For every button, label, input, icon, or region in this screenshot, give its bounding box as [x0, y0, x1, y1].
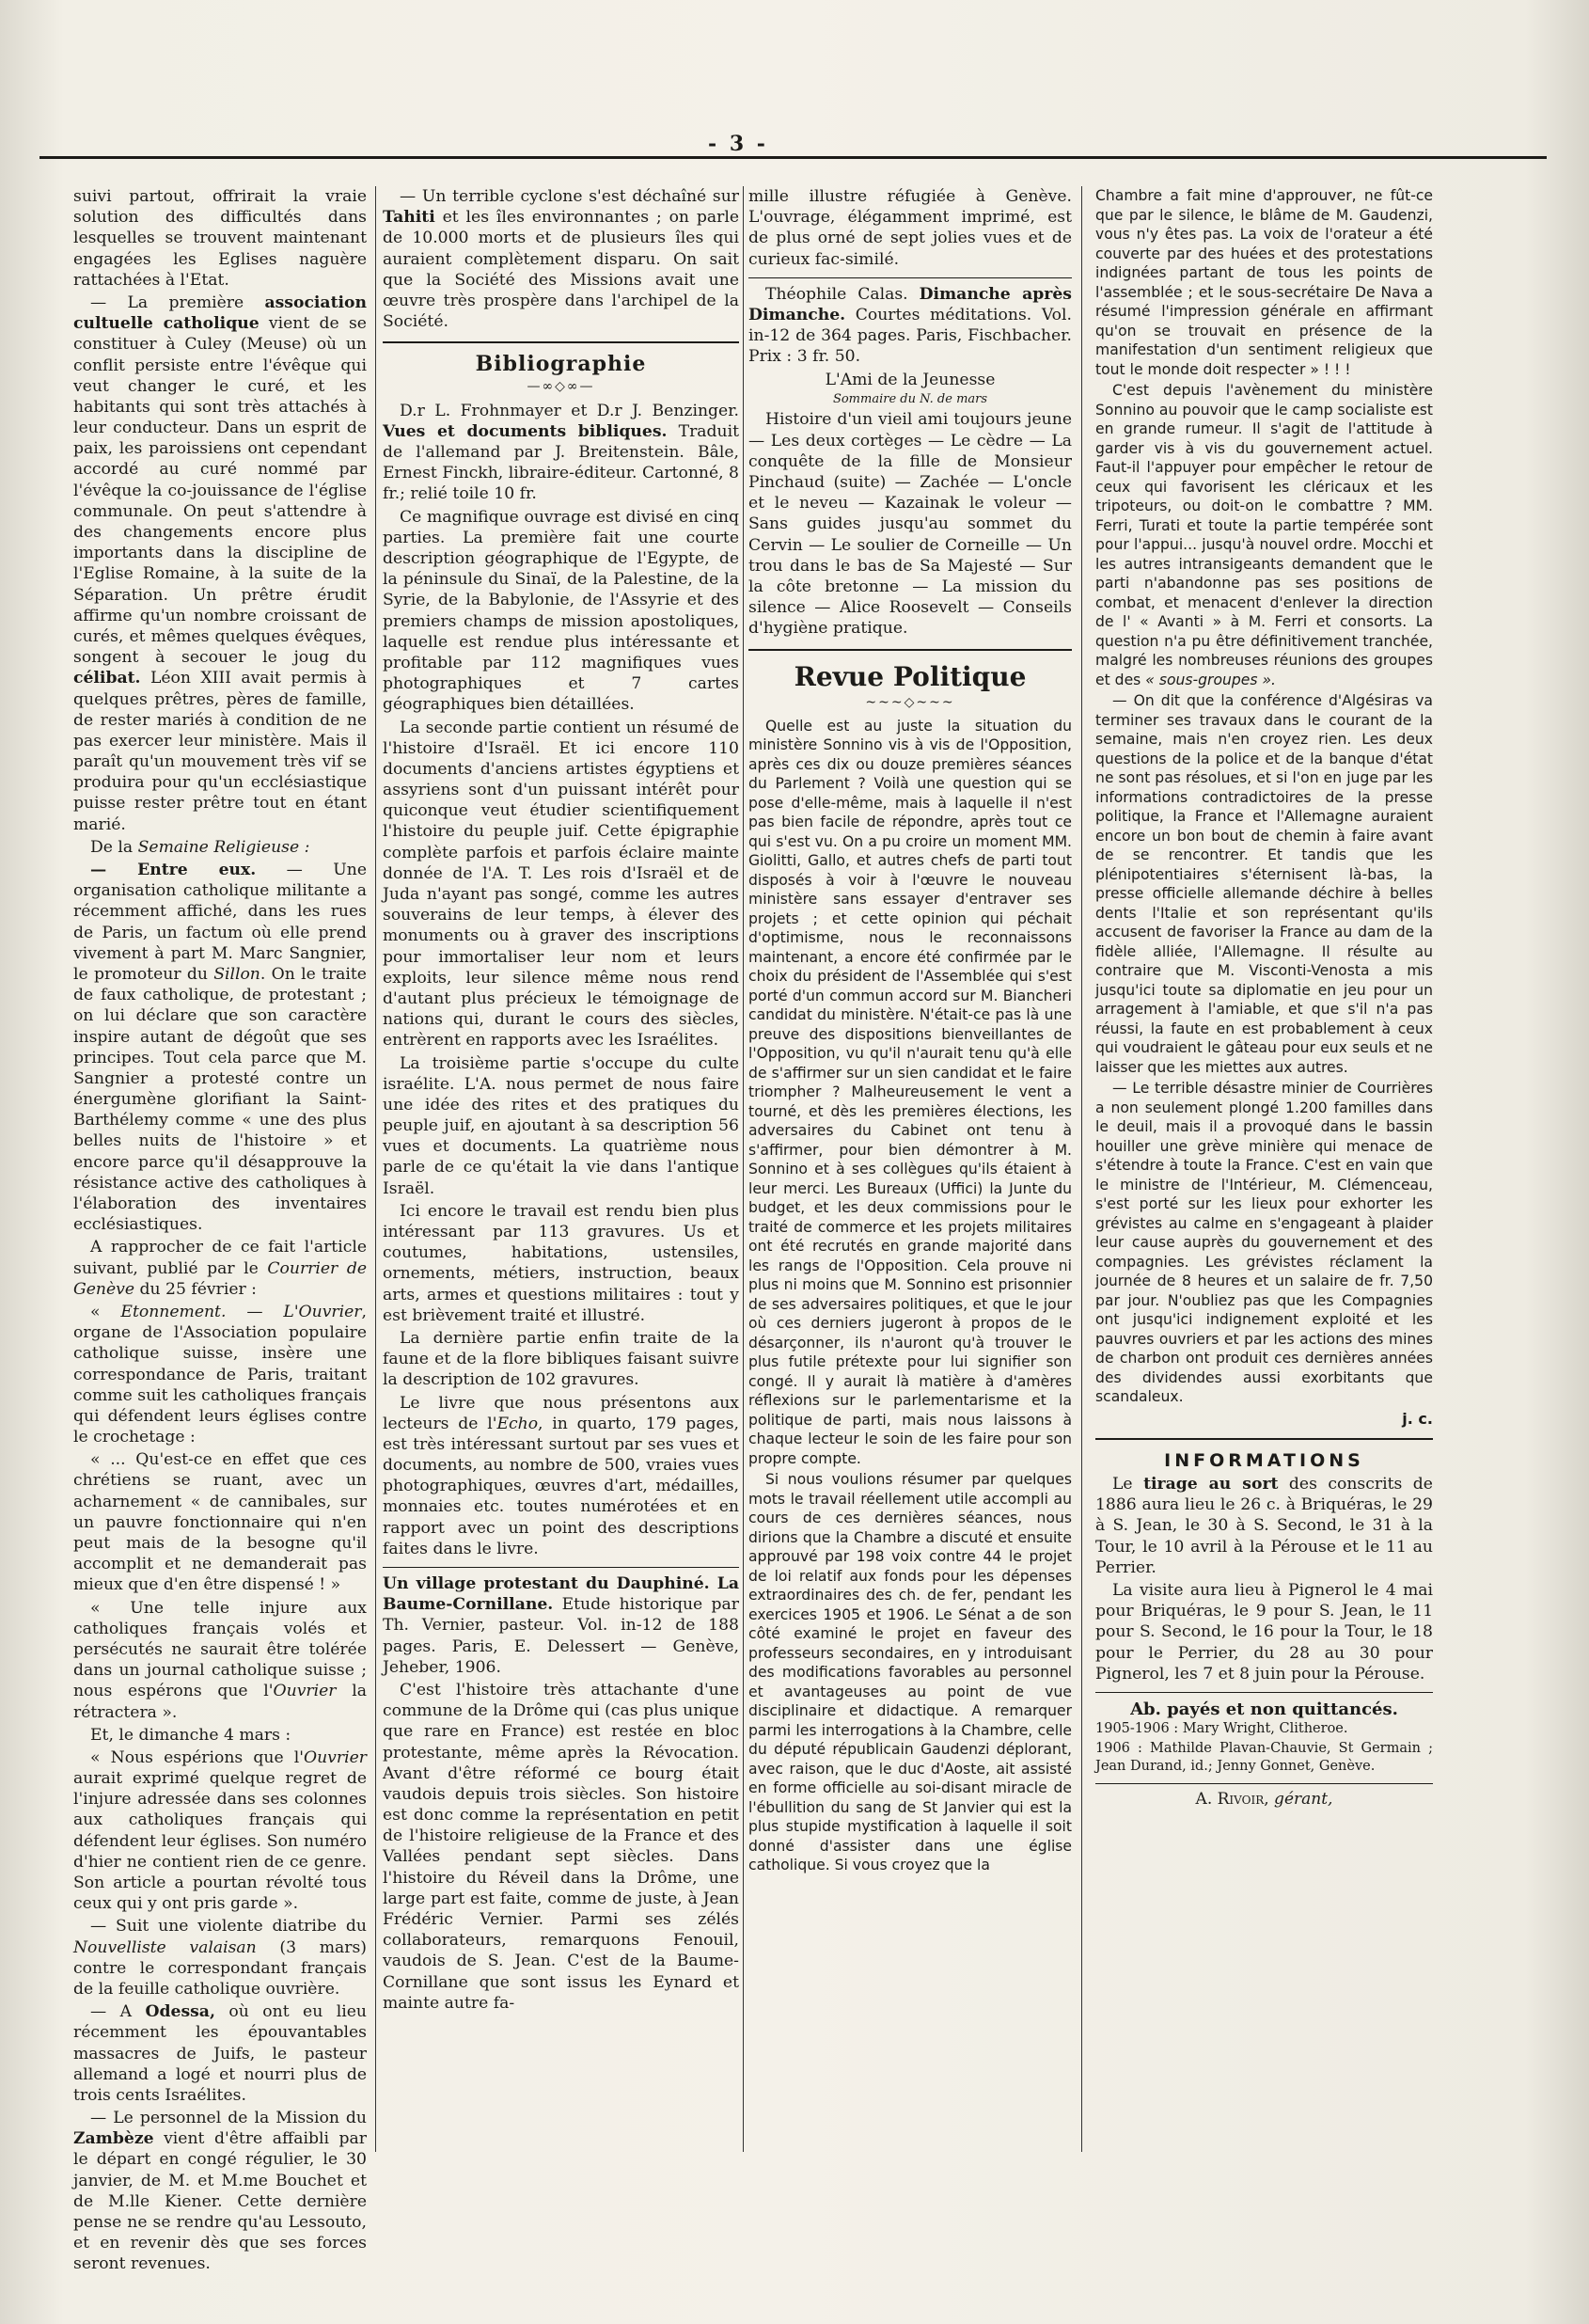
text: du 25 février :	[134, 1279, 257, 1299]
bold-text: Odessa,	[145, 2002, 215, 2022]
italic-text: Ouvrier	[273, 1682, 337, 1701]
bold-text: célibat.	[73, 669, 141, 688]
paragraph: Si nous voulions résumer par quelques mots le travail réellement utile accompli au cours de ces dernières séances, nous dirions que la Chambre a discuté et ensuite approuvé par 198 voix contre 44 le projet de loi relatif aux fonds pour les dépenses extraordinaires des ch. de fer, pendant les exercices 1905 et 1906. Le Sénat a de son côté examiné le projet en faveur des professeurs secondaires, en y introduisant des modifications favorables au personnel et avantageuses au point de vue disciplinaire et didactique. A remarquer parmi les interrogations à la Chambre, celle du député républicain Gaudenzi déplorant, avec raison, que le duc d'Aoste, ait assisté en forme officielle au soi-disant miracle de l'ébullition du sang de St Janvier qui est la plus stupide mystification à laquelle il soit donné d'assister dans une église catholique. Si vous croyez que la	[748, 1471, 1072, 1874]
paragraph: Chambre a fait mine d'approuver, ne fût-ce que par le silence, le blâme de M. Gaudenzi, vous n'y êtes pas. La voix de l'orateur a été couverte par des huées et des protestations indignées partant de tous les points de l'assemblée ; et le sous-secrétaire De Nava a résumé l'impression générale en affirmant qu'on se trouvait en présence de la manifestation d'un sentiment religieux que tout le monde doit respecter » ! ! !	[1095, 187, 1433, 378]
text: vient de se constituer à Culey (Meuse) où un conflit persiste entre l'évêque qui veut changer le curé, et les habitants qui sont très attachés à leur conducteur. Dans un esprit de paix, les paroissiens ont cependant accordé au curé nommé par l'évêque la co-jouissance de l'église communale. On peut s'attendre à des changements encore plus importants dans la discipline de l'Eglise Romaine, à la suite de la Séparation. Un prêtre érudit affirme qu'un nombre croissant de curés, et mêmes quelques évêques, songent à secouer le joug du	[73, 314, 367, 668]
gerant-signature	[1095, 1790, 1433, 1810]
text: (3 mars) contre le correspondant français de la feuille catholique ouvrière.	[73, 1937, 367, 1999]
text: vient d'être affaibli par le départ en congé régulier, le 30 janvier, de M. et M.me Bouchet et de M.lle Kiener. Cette dernière pense ne se rendre qu'au Lessouto, et en revenir dès que ses forces seront revenues.	[73, 2129, 367, 2274]
bold-text: Zambèze	[73, 2129, 154, 2149]
bibliographie-heading: Bibliographie	[475, 352, 647, 377]
italic-text: Ouvrier	[304, 1747, 367, 1767]
paragraph-quote	[73, 1598, 367, 1723]
text: Etude historique par Th. Vernier, pasteur. Vol. in-12 de 188 pages. Paris, E. Delessert — Genève, Jeheber, 1906.	[383, 1595, 739, 1677]
paragraph: Et, le dimanche 4 mars :	[90, 1725, 291, 1745]
text: —	[226, 1302, 284, 1321]
paragraph-quote: « ... Qu'est-ce en effet que ces chrétiens se ruant, avec un acharnement « de cannibales, sur un pauvre fonctionnaire qui n'en peut mais de la besogne qu'il accomplit et ne demanderait pas mieux que d'en être dispensé ! »	[73, 1450, 367, 1595]
italic-text: « sous-groupes ».	[1145, 671, 1277, 688]
revue-politique-heading: Revue Politique	[794, 660, 1027, 692]
paragraph: La visite aura lieu à Pignerol le 4 mai pour Briquéras, le 9 pour S. Jean, le 11 pour S. Second, le 16 pour la Tour, le 18 pour le Perrier, du 28 au 30 pour Pignerol, les 7 et 8 juin pour la Pérouse.	[1095, 1580, 1433, 1684]
section-rule	[383, 341, 739, 343]
paragraph: La dernière partie enfin traite de la faune et de la flore bibliques faisant suivre la description de 102 gravures.	[383, 1328, 739, 1390]
paragraph	[73, 1916, 367, 2000]
bold-text: Un village protestant du Dauphiné. La Baume-Cornillane.	[383, 1574, 739, 1615]
bold-text: association cultuelle catholique	[73, 292, 367, 334]
text: — A	[90, 2002, 146, 2022]
text: aurait exprimé quelque regret de l'injure adressée dans ses colonnes aux catholiques français qui défendent leur églises. Son numéro d'hier ne contient rien de ce genre. Son article a pourtan révolté tous ceux qui y ont pris garde ».	[73, 1769, 367, 1914]
section-rule	[1095, 1438, 1433, 1440]
text: des conscrits de 1886 aura lieu le 26 c. à Briquéras, le 29 à S. Jean, le 30 à S. Second, le 31 à la Tour, le 10 avril à la Pérouse et le 11 au Perrier.	[1095, 1475, 1433, 1577]
gerant-name: A. Rivoir,	[1195, 1789, 1269, 1809]
paragraph: — On dit que la conférence d'Algésiras va terminer ses travaux dans le courant de la semaine, mais n'en croyez rien. Les deux questions de la police et de la banque d'état ne sont pas résolues, et si l'on en juge par les informations contradictoires de la presse politique, la France et l'Allemagne auraient encore un bon bout de chemin à faire avant de se rencontrer. Et tandis que les plénipotentiaires s'éternisent là-bas, la presse officielle allemande déchire à belles dents l'Italie et son représentant qu'ils accusent de favoriser la France au dam de la fidèle alliée, l'Allemagne. Il résulte au contraire que M. Visconti-Venosta a mis jusqu'ici toute sa diplomatie en jeu pour un arragement à l'amiable, et que s'il n'a pas réussi, la faute en est probablement à ceux qui voudraient le gâteau pour eux seuls et ne laisser que les miettes aux autres.	[1095, 692, 1433, 1076]
paragraph: Ce magnifique ouvrage est divisé en cinq parties. La première fait une courte description géographique de l'Egypte, de la péninsule du Sinaï, de la Palestine, de la Syrie, de la Babylonie, de l'Assyrie et des premiers champs de mission apostoliques, laquelle est rendue plus intéressante et profitable par 112 magnifiques vues photographiques et 7 cartes géographiques bien détaillées.	[383, 507, 739, 715]
text: C'est depuis l'avènement du ministère Sonnino au pouvoir que le camp socialiste est en grande rumeur. Il s'agit de l'attitude à garder vis à vis du gouvernement actuel. Faut-il l'appuyer pour empêcher le retour de ceux qui favorisent les cléricaux et les tripoteurs, ou doit-on le combattre ? MM. Ferri, Turati et toute la partie tempérée sont pour l'appui... jusqu'à nouvel ordre. Mocchi et les autres intransigeants demandent que le parti n'abandonne pas ses positions de combat, et menacent d'enlever la direction de l' « Avanti » à M. Ferri et consorts. La question n'a pu être définitivement tranchée, malgré les nombreuses réunions des groupes et des	[1095, 382, 1433, 688]
paragraph	[73, 1237, 367, 1300]
italic-text: Sillon	[213, 964, 260, 984]
bold-text: tirage au sort	[1143, 1475, 1279, 1494]
entry-rule	[748, 277, 1072, 278]
text: Le livre que nous présentons aux lecteurs de l'	[383, 1393, 739, 1433]
section-rule	[748, 649, 1072, 651]
italic-text: Etonnement.	[120, 1302, 227, 1321]
paragraph: C'est l'histoire très attachante d'une commune de la Drôme qui (cas plus unique que rare en France) est restée en bloc protestante, même après la Révocation. Avant d'être réformé ce bourg était vaudois depuis trois siècles. Son histoire est donc comme la représentation en petit de l'histoire religieuse de la France et des Vallées pendant sept siècles. Dans l'histoire du Réveil dans la Drôme, une large part est faite, comme de juste, à Jean Frédéric Vernier. Parmi ses zélés collaborateurs, remarquons Fenouil, vaudois de S. Jean. C'est de la Baume-Cornillane que sont issus les Eynard et mainte autre fa-	[383, 1680, 739, 2013]
column-1	[73, 186, 367, 2274]
column-divider-1	[375, 186, 376, 2152]
column-2	[383, 186, 739, 2142]
ornament-divider: —∞◇∞—	[527, 378, 595, 394]
text: « Nous espérions que l'	[90, 1747, 305, 1767]
ornament-divider: ~~~◇~~~	[865, 694, 955, 710]
abonnement-line: 1906 : Mathilde Plavan-Chauvie, St Germain ; Jean Durand, id.; Jenny Gonnet, Genève.	[1095, 1740, 1433, 1774]
paragraph	[1095, 381, 1433, 689]
book-entry-title	[383, 1573, 739, 1678]
paragraph: mille illustre réfugiée à Genève. L'ouvrage, élégamment imprimé, est de plus orné de sept jolies vues et de curieux fac-similé.	[748, 187, 1072, 269]
text: De la	[90, 837, 138, 857]
informations-heading: INFORMATIONS	[1164, 1449, 1364, 1471]
bold-text: Dimanche après Dimanche.	[748, 284, 1072, 324]
paragraph-odessa	[73, 2001, 367, 2106]
paragraph-quote	[73, 1302, 367, 1447]
column-divider-3	[1081, 186, 1082, 2152]
text: Léon XIII avait permis à quelques prêtres, pères de famille, de rester mariés à condition de ne pas exercer leur ministère. Mais il paraît qu'un mouvement très vif se produira pour qu'un ecclésiastique puisse rester prêtre tout en étant marié.	[73, 669, 367, 834]
italic-text: Echo	[496, 1414, 539, 1433]
paragraph: La troisième partie s'occupe du culte israélite. L'A. nous permet de nous faire une idée des rites et des pratiques du peuple juif, en ajoutant à sa description 56 vues et documents. La quatrième nous parle de ce qu'était la vie dans l'antique Israël.	[383, 1053, 739, 1198]
text: — La première	[90, 292, 265, 312]
paragraph-tahiti	[383, 186, 739, 332]
ami-subheading: Sommaire du N. de mars	[832, 391, 988, 406]
author-signature: j. c.	[1402, 1409, 1433, 1428]
paragraph-quote	[73, 1747, 367, 1915]
gerant-role: gérant,	[1268, 1789, 1333, 1809]
text: «	[90, 1302, 121, 1321]
text: Le	[1112, 1475, 1144, 1494]
bold-text: Vues et documents bibliques.	[383, 421, 668, 441]
book-entry-title	[383, 401, 739, 505]
paragraph-zambeze	[73, 2108, 367, 2275]
paragraph	[383, 1393, 739, 1560]
paragraph: — Le terrible désastre minier de Courrières a non seulement plongé 1.200 familles dans le deuil, mais il a provoqué dans le bassin houiller une grève minière qui menace de s'étendre à toute la France. C'est en vain que le ministre de l'Intérieur, M. Clémenceau, s'est porté sur les lieux pour exhorter les grévistes au calme en s'engageant à plaider leur cause auprès du gouvernement et des compagnies. Les grévistes réclament la journée de 8 heures et un salaire de fr. 7,50 par jour. N'oubliez pas que les Compagnies ont jusqu'ici indignement exploité et les pauvres ouvriers et par les actions des mines de charbon ont produit ces dernières années des dividendes aussi exorbitants que scandaleux.	[1095, 1080, 1433, 1405]
text: — Le personnel de la Mission du	[90, 2109, 367, 2128]
entry-rule	[383, 1567, 739, 1568]
text: A rapprocher de ce fait l'article suivant, publié par le	[73, 1238, 367, 1278]
revue-continuation	[1095, 186, 1433, 1429]
header-rule	[39, 156, 1547, 159]
paragraph-tirage	[1095, 1474, 1433, 1578]
paragraph: Quelle est au juste la situation du ministère Sonnino vis à vis de l'Opposition, après ces dix ou douze premières séances du Parlement ? Voilà une question qui se pose d'elle-même, mais à laquelle il n'est pas bien facile de répondre, après tout ce qui s'est vu. On a pu croire un moment MM. Giolitti, Gallo, et autres chefs de parti tout disposés à voir à l'œuvre le nouveau ministère sans essayer d'entraver ses projets ; et cette opinion qui péchait d'optimisme, nous le reconnaissons maintenant, a encore été confirmée par le choix du président de l'Assemblée qui s'est porté d'un commun accord sur M. Biancheri candidat du ministère. N'était-ce pas là une preuve des dispositions bienveillantes de l'Opposition, vu qu'il n'aurait tenu qu'à elle de s'affirmer sur un sien candidat et le faire triompher ? Malheureusement le vent a tourné, et dès les premières élections, les adversaires du Cabinet ont tenu à s'affirmer, pour bien démontrer à M. Sonnino et à ses collègues qu'ils étaient à leur merci. Les Bureaux (Uffici) la Junte du budget, et les deux commissions pour le traité de commerce et les projets militaires ont été recrutés en grande majorité dans les rangs de l'Opposition. Cela prouve ni plus ni moins que M. Sonnino est prisonnier de ses adversaires politiques, et que le jour où ces derniers jugeront à propos de le désarçonner, ils n'auront qu'à trouver le plus futile prétexte pour lui signifier son congé. Il y aurait là matière à d'amères réflexions sur le parlementarisme et la politique de parti, mais nous laissons à chaque lecteur le soin de les faire pour son propre compte.	[748, 717, 1072, 1467]
text: et les îles environnantes ; on parle de 10.000 morts et de plusieurs îles qui auraient complètement disparu. On sait que la Société des Missions avait une œuvre très prospère dans l'archipel de la Société.	[383, 208, 739, 332]
text: , in quarto, 179 pages, est très intéressant surtout par ses vues et documents, au nombre de 500, vraies vues photographiques, œuvres d'art, médailles, monnaies etc. toutes numérotées et en rapport avec un point des descriptions faites dans le livre.	[383, 1414, 739, 1558]
entry-rule	[1095, 1692, 1433, 1693]
italic-text: Courrier de Genève	[73, 1258, 367, 1299]
paragraph-sommaire: Histoire d'un vieil ami toujours jeune — Les deux cortèges — Le cèdre — La conquête de la fille de Monsieur Pinchaud (suite) — Zachée — L'oncle et le neveu — Kazainak le voleur — Sans guides jusqu'au sommet du Cervin — Le soulier de Corneille — Un trou dans le bas de Sa Majesté — Sur la côte bretonne — La mission du silence — Alice Roosevelt — Conseils d'hygiène pratique.	[748, 410, 1072, 639]
entry-rule	[1095, 1783, 1433, 1784]
italic-text: Semaine Religieuse :	[137, 837, 310, 857]
text: « Une telle injure aux catholiques français volés et persécutés ne saurait être tolérée dans un journal catholique suisse ; nous espérons que l'	[73, 1598, 367, 1701]
column-3	[748, 186, 1072, 2142]
paragraph: La seconde partie contient un résumé de l'histoire d'Israël. Et ici encore 110 documents d'anciens artistes égyptiens et assyriens sont d'un puissant intérêt pour quiconque veut étudier scientifiquement l'histoire du peuple juif. Cette épigraphie complète parfois et parfois éclaire mainte donnée de l'A. T. Les rois d'Israël et de Juda n'ayant pas songé, comme les autres souverains de leur temps, à élever des monuments ou à graver des inscriptions pour immortaliser leur nom et leurs exploits, leur silence même nous rend d'autant plus précieux le témoignage de nations qui, durant le cours des siècles, entrèrent en rapports avec les Israélites.	[383, 718, 739, 1051]
text: , organe de l'Association populaire catholique suisse, insère une correspondance de Paris, traitant comme suit les catholiques français qui défendent leurs églises contre le crochetage :	[73, 1302, 367, 1447]
text: — Un terrible cyclone s'est déchaîné sur	[400, 187, 739, 206]
text: — Une organisation catholique militante a récemment affiché, dans les rues de Paris, un factum où elle prend vivement à part M. Marc Sangnier, le promoteur du	[73, 861, 367, 984]
italic-text: L'Ouvrier	[283, 1302, 362, 1321]
paragraph-entre-eux	[73, 860, 367, 1235]
text: . On le traite de faux catholique, de protestant ; on lui déclare que son caractère inspire autant de dégoût que ses principes. Tout cela parce que M. Sangnier a protesté contre un énergumène glorifiant la Saint-Barthélemy comme « une des plus belles nuits de l'histoire » et encore parce qu'il désapprouve la résistance active des catholiques à l'élaboration des inventaires ecclésiastiques.	[73, 964, 367, 1235]
text: où ont eu lieu récemment les épouvantables massacres de Juifs, le pasteur allemand a logé et nourri plus de trois cents Israélites.	[73, 2002, 367, 2105]
book-entry-title	[748, 284, 1072, 368]
paragraph-association-cultuelle	[73, 292, 367, 835]
column-4	[1095, 186, 1433, 2142]
text: — Suit une violente diatribe du	[90, 1917, 367, 1937]
paragraph-source	[73, 837, 367, 858]
page-number: - 3 -	[708, 132, 768, 156]
text: D.r L. Frohnmayer et D.r J. Benzinger.	[400, 401, 739, 420]
text: la rétractera ».	[73, 1682, 367, 1722]
abonnements-heading: Ab. payés et non quittancés.	[1130, 1699, 1398, 1719]
bold-text: Tahiti	[383, 208, 435, 228]
abonnement-line: 1905-1906 : Mary Wright, Clitheroe.	[1095, 1721, 1348, 1737]
paragraph: Ici encore le travail est rendu bien plus intéressant par 113 gravures. Us et coutumes, habitations, ustensiles, ornements, métiers, instruction, beaux arts, armes et questions militaires : tout y est brièvement traité et illustré.	[383, 1201, 739, 1325]
bold-text: — Entre eux.	[90, 861, 257, 879]
text: Traduit de l'allemand par J. Breitenstein. Bâle, Ernest Finckh, libraire-éditeur. Cartonné, 8 fr.; relié toile 10 fr.	[383, 421, 740, 504]
paragraph: suivi partout, offrirait la vraie solution des difficultés dans lesquelles se trouvent maintenant engagées les Eglises naguère rattachées à l'Etat.	[73, 187, 367, 290]
text: Théophile Calas.	[765, 284, 920, 304]
italic-text: Nouvelliste valaisan	[73, 1937, 257, 1957]
text: Courtes méditations. Vol. in-12 de 364 pages. Paris, Fischbacher. Prix : 3 fr. 50.	[748, 305, 1072, 367]
column-divider-2	[743, 186, 744, 2152]
ami-heading: L'Ami de la Jeunesse	[825, 370, 996, 389]
